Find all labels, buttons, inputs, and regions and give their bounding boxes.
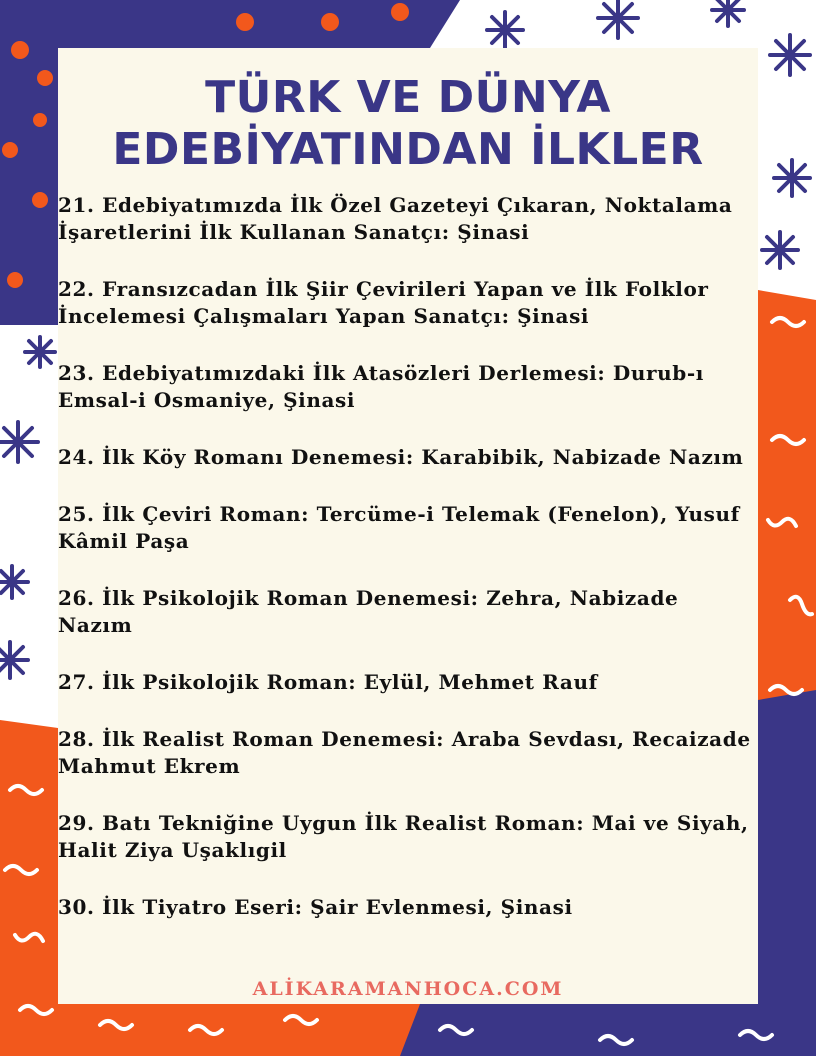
- list-item: 23. Edebiyatımızdaki İlk Atasözleri Derlemesi: Durub-ı Emsal-i Osmaniye, Şinasi: [58, 361, 704, 412]
- firsts-list: [58, 192, 758, 951]
- list-item: 24. İlk Köy Romanı Denemesi: Karabibik, Nabizade Nazım: [58, 445, 744, 469]
- list-item: 30. İlk Tiyatro Eseri: Şair Evlenmesi, Şinasi: [58, 895, 573, 919]
- list-item: 28. İlk Realist Roman Denemesi: Araba Sevdası, Recaizade Mahmut Ekrem: [58, 727, 751, 778]
- list-item: 29. Batı Tekniğine Uygun İlk Realist Roman: Mai ve Siyah, Halit Ziya Uşaklıgil: [58, 811, 749, 862]
- title-line-1: TÜRK VE DÜNYA: [205, 72, 611, 123]
- title-line-2: EDEBİYATINDAN İLKLER: [112, 124, 704, 175]
- footer-website: ALİKARAMANHOCA.COM: [252, 978, 564, 1000]
- list-item: 27. İlk Psikolojik Roman: Eylül, Mehmet Rauf: [58, 670, 598, 694]
- list-item: 25. İlk Çeviri Roman: Tercüme-i Telemak (Fenelon), Yusuf Kâmil Paşa: [58, 502, 740, 553]
- list-item: 26. İlk Psikolojik Roman Denemesi: Zehra, Nabizade Nazım: [58, 586, 679, 637]
- page-title: [58, 72, 758, 176]
- list-item: 22. Fransızcadan İlk Şiir Çevirileri Yapan ve İlk Folklor İncelemesi Çalışmaları Yapan Sanatçı: Şinasi: [58, 277, 709, 328]
- list-item: 21. Edebiyatımızda İlk Özel Gazeteyi Çıkaran, Noktalama İşaretlerini İlk Kullanan Sanatçı: Şinasi: [58, 193, 733, 244]
